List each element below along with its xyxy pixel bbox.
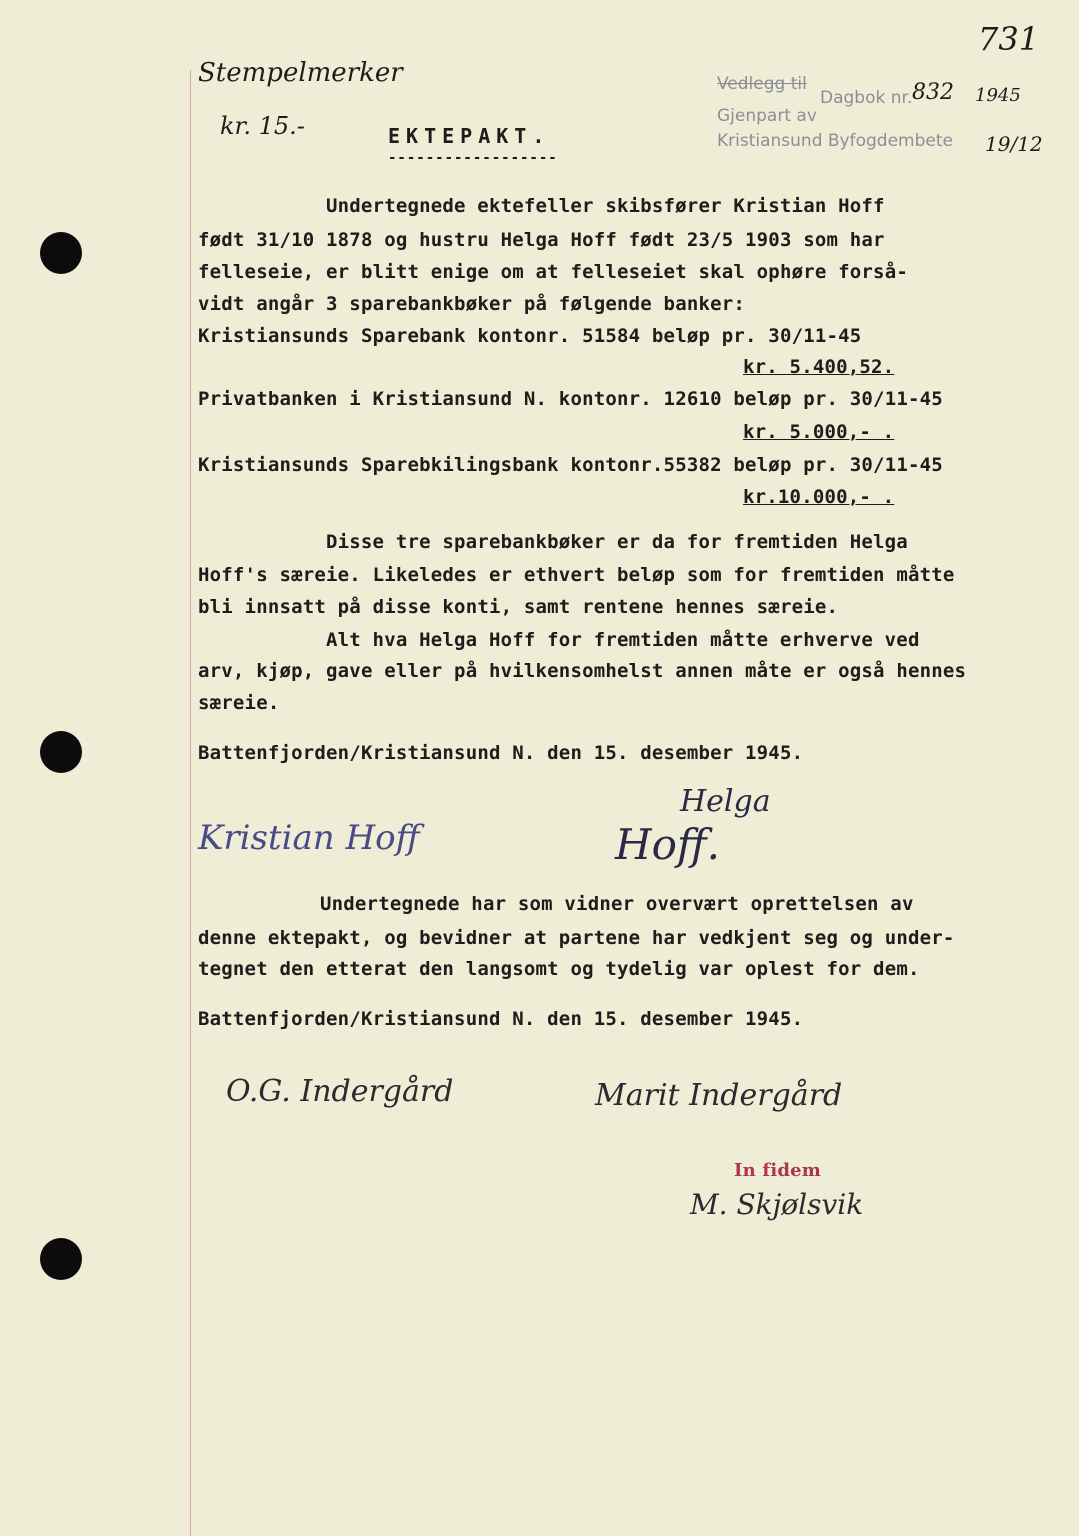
bank2-line: Privatbanken i Kristiansund N. kontonr. 12610 beløp pr. 30/11-45 bbox=[198, 388, 943, 410]
p1-line1: Undertegnede ektefeller skibsfører Kristian Hoff bbox=[326, 195, 885, 217]
p3-line3: særeie. bbox=[198, 692, 280, 714]
folio-number: 731 bbox=[978, 20, 1040, 58]
bank1-line: Kristiansunds Sparebank kontonr. 51584 beløp pr. 30/11-45 bbox=[198, 325, 862, 347]
p1-line2: født 31/10 1878 og hustru Helga Hoff født 23/5 1903 som har bbox=[198, 229, 885, 251]
witness-line1: Undertegnede har som vidner overvært oprettelsen av bbox=[320, 893, 914, 915]
p2-line2: Hoff's særeie. Likeledes er ethvert beløp som for fremtiden måtte bbox=[198, 564, 955, 586]
punch-hole-middle bbox=[40, 731, 82, 773]
p3-line2: arv, kjøp, gave eller på hvilkensomhelst annen måte er også hennes bbox=[198, 660, 967, 682]
in-fidem-label: In fidem bbox=[734, 1160, 822, 1181]
stamp-gjenpart: Gjenpart av bbox=[717, 106, 817, 126]
p1-line4: vidt angår 3 sparebankbøker på følgende banker: bbox=[198, 293, 746, 315]
stamp-office: Kristiansund Byfogdembete bbox=[717, 131, 953, 151]
p2-line3: bli innsatt på disse konti, samt rentene hennes særeie. bbox=[198, 596, 839, 618]
place-date-1: Battenfjorden/Kristiansund N. den 15. desember 1945. bbox=[198, 742, 804, 764]
signature-helga-first: Helga bbox=[680, 784, 771, 819]
punch-hole-bottom bbox=[40, 1238, 82, 1280]
bank3-line: Kristiansunds Sparebkilingsbank kontonr.55382 beløp pr. 30/11-45 bbox=[198, 454, 943, 476]
signature-helga-last: Hoff. bbox=[615, 820, 721, 869]
stamp-marks-note: Stempelmerker bbox=[198, 58, 403, 88]
p3-line1: Alt hva Helga Hoff for fremtiden måtte erhverve ved bbox=[326, 629, 920, 651]
bank3-amount: kr.10.000,- . bbox=[743, 486, 895, 508]
bank2-amount: kr. 5.000,- . bbox=[743, 421, 895, 443]
title-underline: ------------------ bbox=[388, 150, 558, 166]
p2-line1: Disse tre sparebankbøker er da for fremtiden Helga bbox=[326, 531, 908, 553]
margin-line bbox=[190, 70, 191, 1536]
witness-line2: denne ektepakt, og bevidner at partene har vedkjent seg og under- bbox=[198, 927, 955, 949]
stamp-vedlegg: Vedlegg til bbox=[717, 74, 807, 94]
p1-line3: felleseie, er blitt enige om at felleseiet skal ophøre forså- bbox=[198, 261, 908, 283]
place-date-2: Battenfjorden/Kristiansund N. den 15. desember 1945. bbox=[198, 1008, 804, 1030]
signature-kristian-hoff: Kristian Hoff bbox=[198, 818, 420, 858]
bank1-amount: kr. 5.400,52. bbox=[743, 356, 895, 378]
signature-witness1: O.G. Indergård bbox=[226, 1074, 454, 1109]
signature-witness2: Marit Indergård bbox=[595, 1078, 843, 1113]
page-title: EKTEPAKT. bbox=[388, 124, 551, 148]
stamp-date-note: 19/12 bbox=[985, 132, 1043, 156]
witness-line3: tegnet den etterat den langsomt og tydelig var oplest for dem. bbox=[198, 958, 920, 980]
stamp-dagbok-number: 832 bbox=[912, 80, 954, 105]
in-fidem-signature: M. Skjølsvik bbox=[690, 1188, 864, 1221]
stamp-year: 1945 bbox=[975, 85, 1021, 106]
punch-hole-top bbox=[40, 232, 82, 274]
stamp-fee-note: kr. 15.- bbox=[220, 112, 305, 140]
stamp-dagbok-label: Dagbok nr. bbox=[820, 88, 913, 108]
